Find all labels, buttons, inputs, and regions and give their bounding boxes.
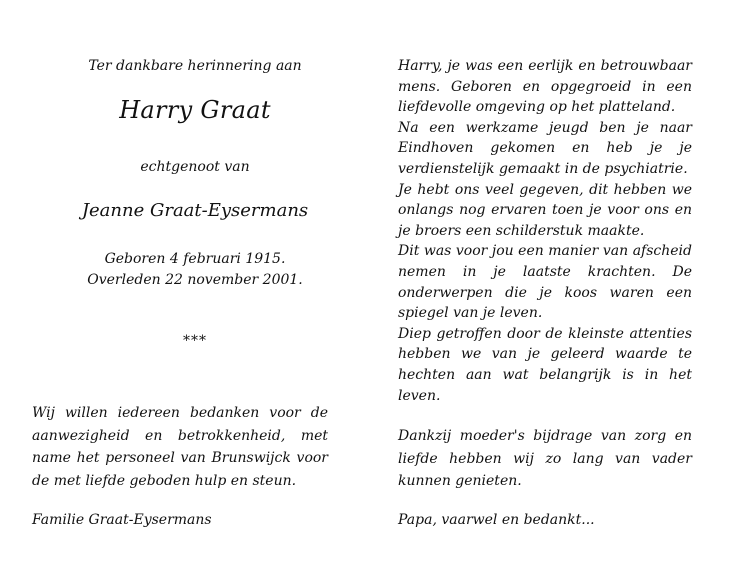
tribute-paragraph: Harry, je was een eerlijk en betrouwbaar mens. Geboren en opgegroeid in een liefdevolle omgeving op het platteland. xyxy=(398,58,692,116)
family-signature: Familie Graat-Eysermans xyxy=(32,512,212,528)
left-panel xyxy=(30,0,360,583)
tribute-paragraph: Na een werkzame jeugd ben je naar Eindhoven gekomen en heb je je verdienstelijk gemaakt in de psychiatrie. xyxy=(398,119,692,177)
tribute-paragraph: Je hebt ons veel gegeven, dit hebben we onlangs nog ervaren toen je voor ons en je broers een schilderstuk maakte. xyxy=(398,181,692,239)
farewell-line: Papa, vaarwel en bedankt... xyxy=(398,512,595,528)
right-panel xyxy=(398,0,698,583)
deceased-name: Harry Graat xyxy=(119,96,271,124)
birth-date: Geboren 4 februari 1915. xyxy=(104,251,286,267)
spouse-label: echtgenoot van xyxy=(140,159,250,175)
tribute-paragraph: Dit was voor jou een manier van afscheid nemen in je laatste krachten. De onderwerpen die je koos waren een spiegel van je leven. xyxy=(398,243,692,322)
death-date: Overleden 22 november 2001. xyxy=(87,272,303,288)
intro-line: Ter dankbare herinnering aan xyxy=(88,58,302,74)
separator-stars: *** xyxy=(183,333,207,349)
gratitude-paragraph: Dankzij moeder's bijdrage van zorg en liefde hebben wij zo lang van vader kunnen genieten. xyxy=(398,428,692,490)
tribute-text xyxy=(398,56,692,406)
thanks-paragraph: Wij willen iedereen bedanken voor de aanwezigheid en betrokkenheid, met name het personeel van Brunswijck voor de met liefde geboden hulp en steun. xyxy=(32,405,328,489)
spouse-name: Jeanne Graat-Eysermans xyxy=(81,200,309,221)
tribute-paragraph: Diep getroffen door de kleinste attenties hebben we van je geleerd waarde te hechten aan wat belangrijk is in het leven. xyxy=(398,325,692,404)
